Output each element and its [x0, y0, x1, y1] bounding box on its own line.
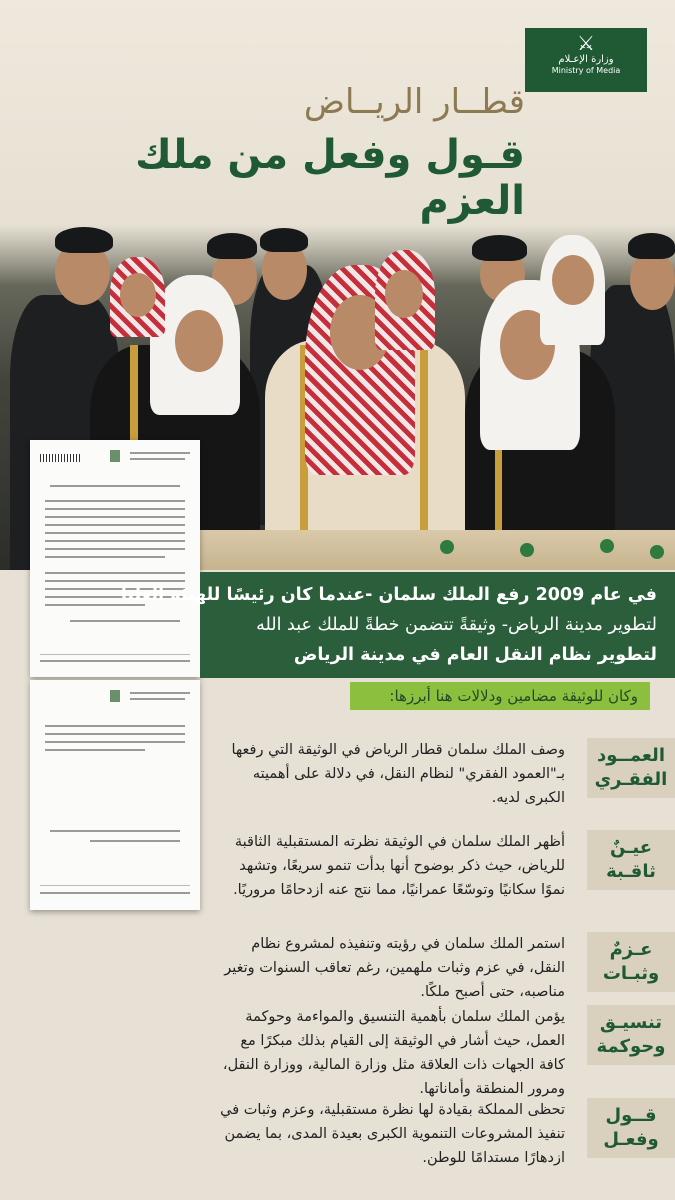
document-footer-rule [40, 885, 190, 886]
document-text-line [50, 830, 180, 832]
document-footer-rule [40, 654, 190, 655]
guard-beret [55, 227, 113, 253]
highlight-text: وصف الملك سلمان قطار الرياض في الوثيقة التي رفعها بـ"العمود الفقري" لنظام النقل، في دلالة على أهميته الكبرى لديه. [231, 742, 565, 806]
document-text-line [70, 620, 180, 622]
document-text-line [45, 508, 185, 510]
highlight-label-line-1: عـزمٌ [609, 939, 653, 960]
highlight-label [587, 1005, 675, 1065]
model-tree [440, 540, 454, 554]
document-text-line [45, 741, 185, 743]
official-head [552, 255, 594, 305]
banner-line-2: لتطوير مدينة الرياض- وثيقةً تتضمن خطةً للملك عبد الله [256, 615, 657, 635]
project-model-table [140, 530, 675, 570]
title-line-2: قـول وفعل من ملك العزم [135, 132, 525, 224]
guard-beret [628, 233, 675, 259]
highlight-label [587, 1098, 675, 1158]
document-text-line [45, 572, 185, 574]
official-head [385, 270, 423, 318]
highlight-label [587, 932, 675, 992]
document-text-line [45, 540, 185, 542]
highlight-text: تحظى المملكة بقيادة لها نظرة مستقبلية، وعزم وثبات في تنفيذ المشروعات التنموية الكبرى بعيدة المدى، بما يضمن ازدهارًا مستدامًا للوطن. [220, 1102, 565, 1166]
model-tree [520, 543, 534, 557]
document-text-line [45, 524, 185, 526]
document-text-line [45, 725, 185, 727]
document-text-line [45, 532, 185, 534]
highlight-label [587, 830, 675, 890]
intro-banner [120, 572, 675, 678]
document-page-1 [30, 440, 200, 677]
highlight-label-line-2: الفقـري [594, 769, 668, 790]
banner-line-3: لتطوير نظام النقل العام في مدينة الرياض [293, 645, 657, 665]
document-text-line [45, 516, 185, 518]
document-text-line [50, 485, 180, 487]
document-emblem [110, 690, 120, 702]
model-tree [600, 539, 614, 553]
highlight-label-line-2: وحوكمة [596, 1036, 666, 1057]
highlight-text: يؤمن الملك سلمان بأهمية التنسيق والمواءمة وحوكمة العمل، حيث أشار في الوثيقة إلى القيام بذلك مبكرًا مع كافة الجهات ذات العلاقة مثل وزارة المالية، ووزارة النقل، ومرور المنطقة وأماناتها. [222, 1009, 565, 1097]
document-barcode [40, 454, 80, 462]
guard-beret [472, 235, 527, 261]
document-footer-line [40, 892, 190, 894]
official-head [175, 310, 223, 372]
highlight-label-line-2: وثبـات [602, 963, 660, 984]
document-text-line [130, 698, 185, 700]
guard-beret [207, 233, 257, 259]
highlight-label [587, 738, 675, 798]
document-text-line [45, 556, 165, 558]
document-text-line [90, 840, 180, 842]
document-text-line [45, 548, 185, 550]
logo-name-arabic: وزارة الإعـلام [558, 54, 614, 65]
highlight-label-line-2: ثاقـبة [606, 861, 656, 882]
document-page-2 [30, 680, 200, 910]
highlight-label-line-1: العمــود [597, 745, 665, 766]
guard-beret [260, 228, 308, 252]
model-tree [650, 545, 664, 559]
ministry-logo[interactable] [525, 28, 647, 92]
document-text-line [130, 452, 190, 454]
document-emblem [110, 450, 120, 462]
highlight-label-line-1: عيـنٌ [610, 837, 652, 858]
document-footer-line [40, 660, 190, 662]
highlight-text: استمر الملك سلمان في رؤيته وتنفيذه لمشروع نظام النقل، في عزم وثبات ملهمين، رغم تعاقب السنوات وتغير مناصبه، حتى أصبح ملكًا. [224, 936, 565, 1000]
logo-name-english: Ministry of Media [551, 66, 621, 75]
highlights-subtitle: وكان للوثيقة مضامين ودلالات هنا أبرزها: [350, 682, 650, 710]
official-head [120, 273, 156, 317]
document-text-line [45, 500, 185, 502]
document-text-line [130, 692, 190, 694]
highlight-label-line-2: وفعـل [603, 1129, 659, 1150]
highlight-label-line-1: تنسيـق [599, 1012, 663, 1033]
document-text-line [130, 458, 185, 460]
title-line-1: قطــار الريــاض [303, 82, 525, 122]
banner-line-1: في عام 2009 رفع الملك سلمان -عندما كان رئيسًا للهيئة العليا [120, 585, 657, 605]
highlight-label-line-1: قــول [605, 1105, 657, 1126]
document-text-line [45, 733, 185, 735]
document-text-line [45, 749, 145, 751]
palm-and-swords-icon: ⚔ [577, 31, 595, 55]
highlight-text: أظهر الملك سلمان في الوثيقة نظرته المستقبلية الثاقبة للرياض، حيث ذكر بوضوح أنها بدأت تنمو سريعًا، وتشهد نموًا سكانيًا وتوسّعًا عمرانيًا، مما نتج عنه ازدحامًا مروريًا. [233, 834, 565, 898]
guard-head [630, 250, 675, 310]
bisht-trim [420, 345, 428, 555]
